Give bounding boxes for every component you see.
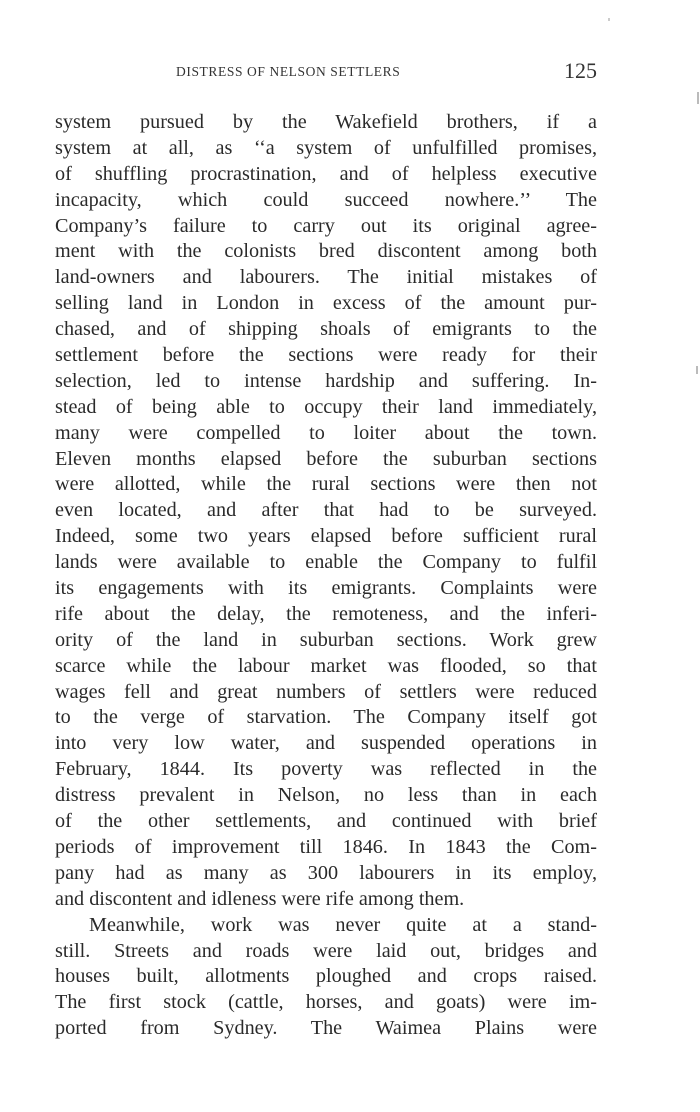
text-line: houses built, allotments ploughed and crops raised. <box>55 965 597 988</box>
text-line: selling land in London in excess of the amount pur- <box>55 292 597 315</box>
text-line: land-owners and labourers. The initial mistakes of <box>55 266 597 289</box>
text-line: system at all, as ‘‘a system of unfulfilled promises, <box>55 136 597 159</box>
text-line: of the other settlements, and continued with brief <box>55 810 597 833</box>
body-text <box>55 110 597 1042</box>
paragraph-end-line: and discontent and idleness were rife among them. <box>55 887 465 910</box>
text-line: incapacity, which could succeed nowhere.’’ The <box>55 188 597 211</box>
text-line: distress prevalent in Nelson, no less than in each <box>55 784 597 807</box>
text-line: Indeed, some two years elapsed before sufficient rural <box>55 525 597 548</box>
text-line: still. Streets and roads were laid out, bridges and <box>55 939 597 962</box>
text-line: system pursued by the Wakefield brothers, if a <box>55 111 597 133</box>
text-line: settlement before the sections were ready for their <box>55 344 597 367</box>
margin-speck <box>696 366 698 374</box>
text-line: scarce while the labour market was flooded, so that <box>55 654 597 677</box>
text-line: into very low water, and suspended operations in <box>55 732 597 755</box>
text-line: Company’s failure to carry out its original agree- <box>55 214 597 237</box>
text-line: ority of the land in suburban sections. Work grew <box>55 628 597 651</box>
paragraph-start-line: Meanwhile, work was never quite at a stand- <box>89 913 597 936</box>
text-line: stead of being able to occupy their land immediately, <box>55 395 597 418</box>
text-line: even located, and after that had to be surveyed. <box>55 499 597 522</box>
text-line: selection, led to intense hardship and suffering. In- <box>55 369 597 392</box>
text-line: chased, and of shipping shoals of emigrants to the <box>55 318 597 341</box>
page-number: 125 <box>564 58 597 83</box>
text-line: rife about the delay, the remoteness, and the inferi- <box>55 602 597 625</box>
text-line: periods of improvement till 1846. In 1843 the Com- <box>55 835 597 858</box>
text-line: wages fell and great numbers of settlers were reduced <box>55 680 597 703</box>
margin-speck <box>608 18 610 21</box>
text-line: its engagements with its emigrants. Complaints were <box>55 577 597 600</box>
text-line: to the verge of starvation. The Company itself got <box>55 706 597 729</box>
margin-speck <box>697 92 699 104</box>
text-line: Eleven months elapsed before the suburban sections <box>55 447 597 470</box>
text-line: pany had as many as 300 labourers in its employ, <box>55 861 597 884</box>
text-line: were allotted, while the rural sections were then not <box>55 473 597 496</box>
text-line: ment with the colonists bred discontent among both <box>55 240 597 263</box>
text-line: The first stock (cattle, horses, and goats) were im- <box>55 991 597 1014</box>
text-line: many were compelled to loiter about the town. <box>55 421 597 444</box>
text-line: lands were available to enable the Company to fulfil <box>55 551 597 574</box>
text-line: ported from Sydney. The Waimea Plains were <box>55 1017 597 1040</box>
running-head: DISTRESS OF NELSON SETTLERS <box>176 64 401 79</box>
text-line: of shuffling procrastination, and of helpless executive <box>55 162 597 185</box>
text-line: February, 1844. Its poverty was reflected in the <box>55 758 597 781</box>
